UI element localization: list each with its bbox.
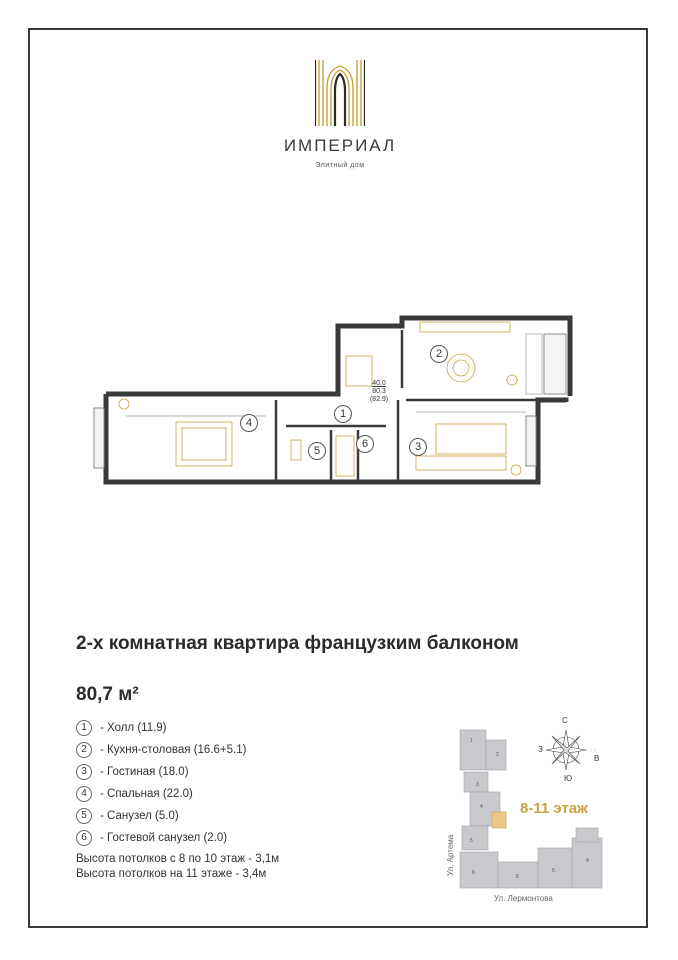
svg-text:3: 3: [476, 782, 479, 788]
legend-item: [76, 783, 376, 805]
room-marker-6: 6: [356, 435, 374, 453]
floor-plan-drawing: [86, 300, 586, 500]
svg-text:5: 5: [470, 838, 473, 844]
ceiling-note: Высота потолков на 11 этаже - 3,4м: [76, 868, 267, 880]
legend-item: [76, 717, 376, 739]
plan-area-labels: [364, 380, 394, 404]
legend-number: 5: [76, 808, 92, 824]
svg-text:5: 5: [552, 868, 555, 874]
room-marker-5: 5: [308, 442, 326, 460]
legend-label: - Гостевой санузел (2.0): [100, 832, 228, 844]
svg-text:1: 1: [470, 738, 473, 744]
svg-text:6: 6: [472, 870, 475, 876]
svg-text:2: 2: [496, 752, 499, 758]
floor-range: 8-11 этаж: [520, 800, 588, 817]
room-marker-3: 3: [409, 438, 427, 456]
legend-number: 3: [76, 764, 92, 780]
ceiling-note: Высота потолков с 8 по 10 этаж - 3,1м: [76, 853, 280, 865]
floor-plan: [86, 300, 586, 500]
legend-label: - Холл (11.9): [100, 722, 167, 734]
logo: [270, 58, 410, 188]
legend-item: [76, 761, 376, 783]
building-key-map: [436, 712, 616, 912]
legend-item: [76, 827, 376, 849]
legend-label: - Гостиная (18.0): [100, 766, 189, 778]
room-legend: [76, 717, 376, 849]
legend-number: 1: [76, 720, 92, 736]
legend-label: - Спальная (22.0): [100, 788, 193, 800]
street-lermontova: Ул. Лермонтова: [494, 894, 553, 903]
legend-label: - Кухня-столовая (16.6+5.1): [100, 744, 247, 756]
legend-number: 4: [76, 786, 92, 802]
plan-area-living: 40.0: [372, 380, 386, 387]
compass-east: В: [594, 754, 600, 763]
legend-item: [76, 805, 376, 827]
plan-area-total: 80.3: [372, 388, 386, 395]
compass-north: С: [562, 716, 568, 725]
room-marker-4: 4: [240, 414, 258, 432]
apartment-title: 2-х комнатная квартира французким балконом: [76, 633, 519, 654]
svg-text:4: 4: [480, 804, 483, 810]
room-marker-1: 1: [334, 405, 352, 423]
room-marker-2: 2: [430, 345, 448, 363]
apartment-area: 80,7 м²: [76, 684, 139, 705]
compass-south: Ю: [564, 774, 573, 783]
legend-label: - Санузел (5.0): [100, 810, 179, 822]
legend-item: [76, 739, 376, 761]
plan-area-balcony: (82.9): [369, 396, 389, 403]
logo-mark-icon: [315, 58, 365, 128]
legend-number: 6: [76, 830, 92, 846]
compass-icon: [546, 730, 598, 770]
brand-name: ИМПЕРИАЛ: [283, 136, 397, 155]
street-artema: Ул. Артема: [446, 834, 455, 876]
compass-west: З: [538, 745, 543, 754]
brand-tagline: Элитный дом: [315, 162, 365, 169]
legend-number: 2: [76, 742, 92, 758]
svg-text:5: 5: [516, 874, 519, 880]
ceiling-notes: [76, 852, 279, 882]
svg-text:4: 4: [586, 858, 589, 864]
